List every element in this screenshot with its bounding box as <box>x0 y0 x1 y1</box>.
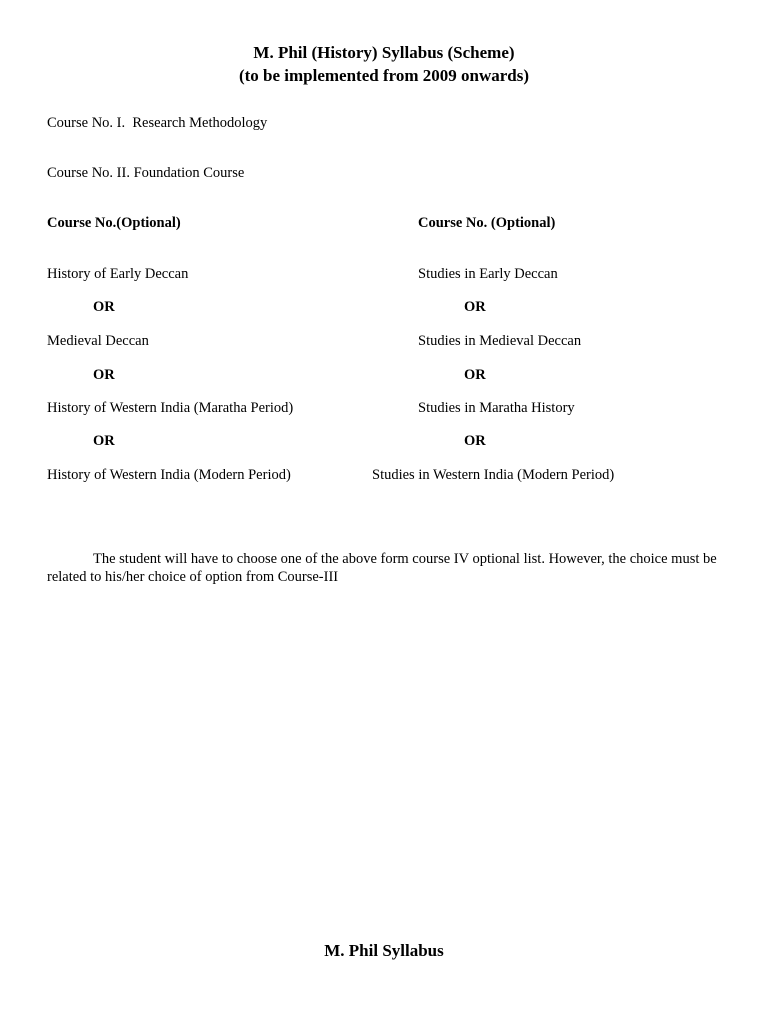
left-option: Medieval Deccan <box>47 333 149 349</box>
right-option: Studies in Medieval Deccan <box>418 333 582 349</box>
right-option: Studies in Early Deccan <box>418 266 558 282</box>
or-separator: OR <box>93 433 115 449</box>
or-separator: OR <box>464 433 486 449</box>
document-subtitle: (to be implemented from 2009 onwards) <box>238 66 530 85</box>
optional-right-header: Course No. (Optional) <box>418 215 556 231</box>
optional-left-header: Course No.(Optional) <box>47 215 181 231</box>
course-1-number: Course No. I. <box>47 115 126 131</box>
left-option: History of Western India (Maratha Period) <box>47 400 294 416</box>
or-separator: OR <box>93 367 115 383</box>
selection-note-text: The student will have to choose one of the above form course IV optional list. However, the choice must be related to his/her choice of option from Course-III <box>47 551 717 585</box>
course-2-line: Course No. II. Foundation Course <box>47 165 245 181</box>
course-1-line <box>47 114 267 132</box>
document-title: M. Phil (History) Syllabus (Scheme) <box>253 43 515 62</box>
left-option: History of Western India (Modern Period) <box>47 467 291 483</box>
or-separator: OR <box>93 299 115 315</box>
selection-note <box>47 550 727 586</box>
or-separator: OR <box>464 299 486 315</box>
or-separator: OR <box>464 367 486 383</box>
right-option: Studies in Maratha History <box>418 400 575 416</box>
right-option: Studies in Western India (Modern Period) <box>372 467 615 483</box>
footer-title: M. Phil Syllabus <box>324 941 444 960</box>
course-1-name: Research Methodology <box>132 115 268 131</box>
left-option: History of Early Deccan <box>47 266 189 282</box>
